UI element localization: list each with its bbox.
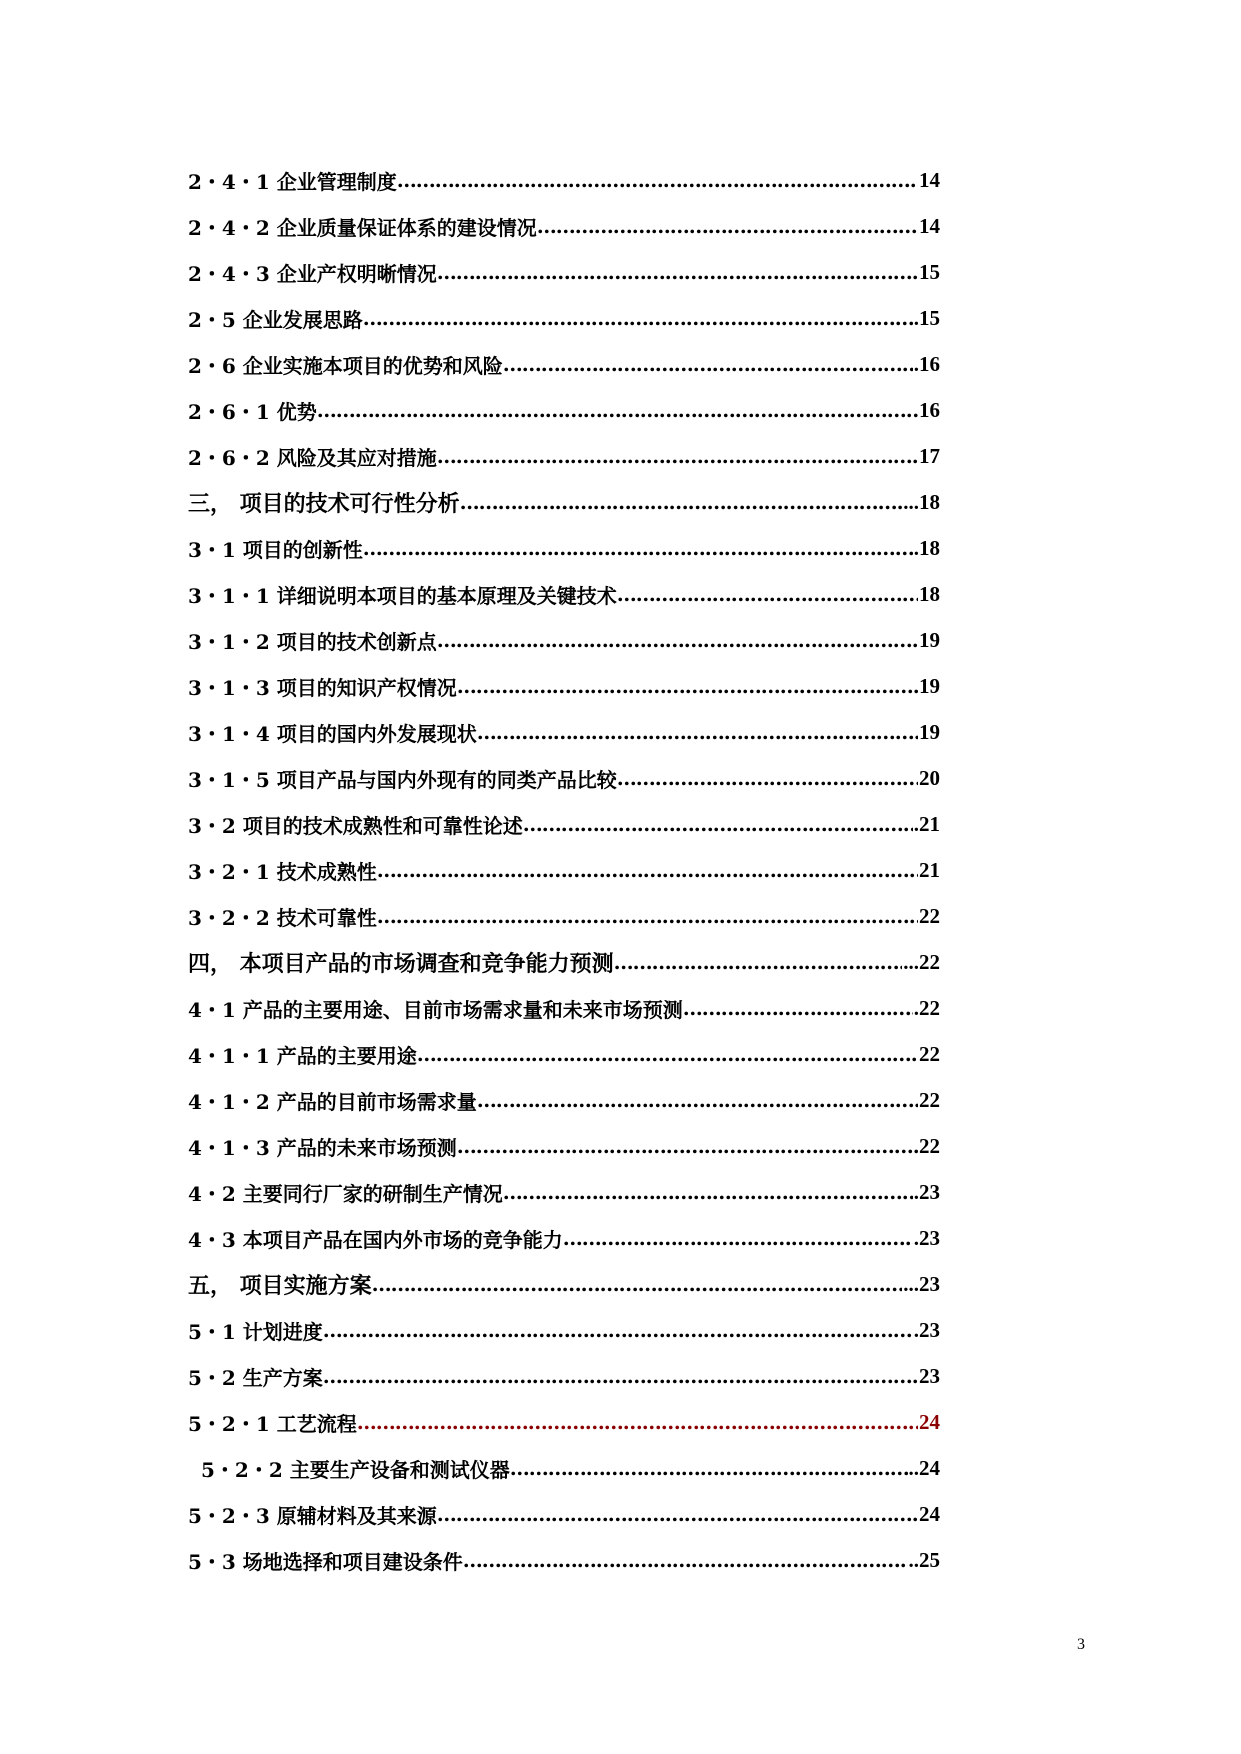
toc-leader-dots bbox=[510, 1456, 908, 1480]
toc-leader-dots bbox=[477, 1088, 918, 1112]
toc-leader-dots bbox=[437, 1502, 918, 1526]
toc-leader-dots bbox=[377, 904, 918, 928]
toc-entry-title: 4・1・3 产品的未来市场预测 bbox=[188, 1135, 457, 1160]
toc-leader-dots bbox=[614, 950, 903, 974]
toc-entry-title: 3・1・4 项目的国内外发展现状 bbox=[188, 721, 477, 746]
toc-entry-page: .22 bbox=[913, 995, 940, 1020]
toc-entry[interactable] bbox=[188, 203, 940, 249]
toc-leader-dots bbox=[503, 352, 913, 376]
toc-entry[interactable] bbox=[188, 663, 940, 709]
toc-entry-page: ...18 bbox=[903, 489, 940, 514]
toc-entry[interactable] bbox=[188, 1537, 940, 1583]
toc-leader-dots bbox=[437, 628, 918, 652]
toc-entry-page: 22 bbox=[919, 1041, 940, 1066]
toc-leader-dots bbox=[363, 536, 913, 560]
toc-chapter-entry[interactable] bbox=[188, 939, 940, 985]
toc-entry[interactable] bbox=[188, 1353, 940, 1399]
toc-entry-page: .23 bbox=[913, 1317, 940, 1342]
toc-leader-dots bbox=[503, 1180, 913, 1204]
toc-entry-title: 4・1 产品的主要用途、目前市场需求量和未来市场预测 bbox=[188, 997, 683, 1022]
toc-entry-title: 5・2・1 工艺流程 bbox=[188, 1411, 357, 1436]
toc-entry[interactable] bbox=[188, 157, 940, 203]
toc-entry[interactable] bbox=[188, 847, 940, 893]
toc-entry-page: 14 bbox=[919, 213, 940, 238]
toc-entry-title: 3・2・2 技术可靠性 bbox=[188, 905, 377, 930]
toc-entry[interactable] bbox=[188, 341, 940, 387]
toc-leader-dots bbox=[460, 490, 903, 514]
toc-leader-dots bbox=[683, 996, 913, 1020]
toc-entry-page: 14 bbox=[919, 167, 940, 192]
toc-leader-dots bbox=[457, 1134, 918, 1158]
toc-entry[interactable] bbox=[188, 617, 940, 663]
toc-entry-title: 3・1・2 项目的技术创新点 bbox=[188, 629, 437, 654]
toc-entry-title: 2・6 企业实施本项目的优势和风险 bbox=[188, 353, 503, 378]
toc-entry-title: 三， 项目的技术可行性分析 bbox=[188, 490, 460, 517]
toc-entry-title: 2・4・1 企业管理制度 bbox=[188, 169, 397, 194]
toc-entry-page: 17 bbox=[919, 443, 940, 468]
toc-entry-page: .18 bbox=[913, 535, 940, 560]
toc-entry-title: 2・4・3 企业产权明晰情况 bbox=[188, 261, 437, 286]
toc-entry-title: 5・2・2 主要生产设备和测试仪器 bbox=[201, 1457, 510, 1482]
toc-entry[interactable] bbox=[188, 387, 940, 433]
toc-entry-page: 15 bbox=[919, 259, 940, 284]
toc-entry-page: ...22 bbox=[903, 949, 940, 974]
toc-entry[interactable] bbox=[188, 1215, 940, 1261]
toc-entry-page: 22 bbox=[919, 903, 940, 928]
toc-entry-title: 3・2 项目的技术成熟性和可靠性论述 bbox=[188, 813, 523, 838]
toc-entry-page: 22 bbox=[919, 1133, 940, 1158]
toc-entry[interactable] bbox=[188, 1399, 940, 1445]
toc-entry[interactable] bbox=[188, 1169, 940, 1215]
toc-entry-page: .21 bbox=[913, 811, 940, 836]
toc-entry[interactable] bbox=[188, 1031, 940, 1077]
toc-entry-page: 21 bbox=[919, 857, 940, 882]
toc-entry-title: 5・2 生产方案 bbox=[188, 1365, 323, 1390]
toc-entry-title: 4・3 本项目产品在国内外市场的竞争能力 bbox=[188, 1227, 563, 1252]
toc-entry-title: 五， 项目实施方案 bbox=[188, 1272, 372, 1299]
toc-entry-page: 19 bbox=[919, 627, 940, 652]
toc-leader-dots bbox=[323, 1364, 918, 1388]
toc-leader-dots bbox=[463, 1548, 908, 1572]
toc-entry-title: 2・6・1 优势 bbox=[188, 399, 317, 424]
toc-entry-title: 3・1・3 项目的知识产权情况 bbox=[188, 675, 457, 700]
toc-entry-page: .23 bbox=[913, 1225, 940, 1250]
toc-leader-dots bbox=[457, 674, 918, 698]
toc-entry-title: 4・1・1 产品的主要用途 bbox=[188, 1043, 417, 1068]
toc-entry-page: ..24 bbox=[908, 1455, 940, 1480]
toc-entry-title: 2・5 企业发展思路 bbox=[188, 307, 363, 332]
toc-entry[interactable] bbox=[188, 433, 940, 479]
toc-chapter-entry[interactable] bbox=[188, 1261, 940, 1307]
toc-leader-dots bbox=[523, 812, 913, 836]
toc-leader-dots bbox=[537, 214, 918, 238]
toc-entry-title: 3・2・1 技术成熟性 bbox=[188, 859, 377, 884]
toc-entry[interactable] bbox=[188, 1445, 940, 1491]
toc-entry-title: 5・3 场地选择和项目建设条件 bbox=[188, 1549, 463, 1574]
toc-entry[interactable] bbox=[188, 525, 940, 571]
toc-leader-dots bbox=[377, 858, 918, 882]
toc-entry[interactable] bbox=[188, 295, 940, 341]
toc-entry-page: .16 bbox=[913, 351, 940, 376]
toc-entry-page: 19 bbox=[919, 673, 940, 698]
toc-entry-title: 2・6・2 风险及其应对措施 bbox=[188, 445, 437, 470]
toc-entry-title: 5・2・3 原辅材料及其来源 bbox=[188, 1503, 437, 1528]
toc-entry-page: 19 bbox=[919, 719, 940, 744]
toc-entry-title: 四， 本项目产品的市场调查和竞争能力预测 bbox=[188, 950, 614, 977]
toc-entry-page: .23 bbox=[913, 1179, 940, 1204]
toc-entry-page: 22 bbox=[919, 1087, 940, 1112]
table-of-contents bbox=[188, 157, 940, 1583]
toc-leader-dots bbox=[363, 306, 913, 330]
toc-leader-dots bbox=[372, 1272, 903, 1296]
toc-leader-dots bbox=[417, 1042, 918, 1066]
toc-entry-page: .15 bbox=[913, 305, 940, 330]
toc-entry-page: 23 bbox=[919, 1363, 940, 1388]
toc-leader-dots bbox=[437, 444, 918, 468]
toc-leader-dots bbox=[317, 398, 918, 422]
toc-entry[interactable] bbox=[188, 709, 940, 755]
toc-chapter-entry[interactable] bbox=[188, 479, 940, 525]
toc-entry-title: 3・1・5 项目产品与国内外现有的同类产品比较 bbox=[188, 767, 617, 792]
toc-entry-page: 18 bbox=[919, 581, 940, 606]
toc-entry-page: 20 bbox=[919, 765, 940, 790]
toc-leader-dots bbox=[323, 1318, 913, 1342]
toc-entry-page: 16 bbox=[919, 397, 940, 422]
toc-entry-page: ...23 bbox=[903, 1271, 940, 1296]
toc-entry[interactable] bbox=[188, 571, 940, 617]
toc-entry[interactable] bbox=[188, 985, 940, 1031]
toc-entry[interactable] bbox=[188, 1077, 940, 1123]
toc-entry[interactable] bbox=[188, 249, 940, 295]
toc-entry-title: 4・2 主要同行厂家的研制生产情况 bbox=[188, 1181, 503, 1206]
toc-entry-page: 24 bbox=[919, 1409, 940, 1434]
page-number: 3 bbox=[1077, 1636, 1085, 1653]
toc-leader-dots bbox=[563, 1226, 913, 1250]
toc-entry[interactable] bbox=[188, 801, 940, 847]
toc-entry[interactable] bbox=[188, 1491, 940, 1537]
toc-entry-title: 3・1・1 详细说明本项目的基本原理及关键技术 bbox=[188, 583, 617, 608]
toc-leader-dots bbox=[617, 766, 918, 790]
toc-entry-page: 24 bbox=[919, 1501, 940, 1526]
toc-leader-dots bbox=[617, 582, 918, 606]
toc-entry-title: 3・1 项目的创新性 bbox=[188, 537, 363, 562]
toc-entry[interactable] bbox=[188, 893, 940, 939]
toc-entry[interactable] bbox=[188, 1123, 940, 1169]
toc-entry[interactable] bbox=[188, 755, 940, 801]
toc-entry-title: 4・1・2 产品的目前市场需求量 bbox=[188, 1089, 477, 1114]
toc-entry-page: ..25 bbox=[908, 1547, 940, 1572]
toc-leader-dots bbox=[397, 168, 918, 192]
toc-entry[interactable] bbox=[188, 1307, 940, 1353]
toc-leader-dots bbox=[357, 1410, 918, 1434]
toc-leader-dots bbox=[477, 720, 918, 744]
toc-entry-title: 5・1 计划进度 bbox=[188, 1319, 323, 1344]
toc-entry-title: 2・4・2 企业质量保证体系的建设情况 bbox=[188, 215, 537, 240]
toc-leader-dots bbox=[437, 260, 918, 284]
